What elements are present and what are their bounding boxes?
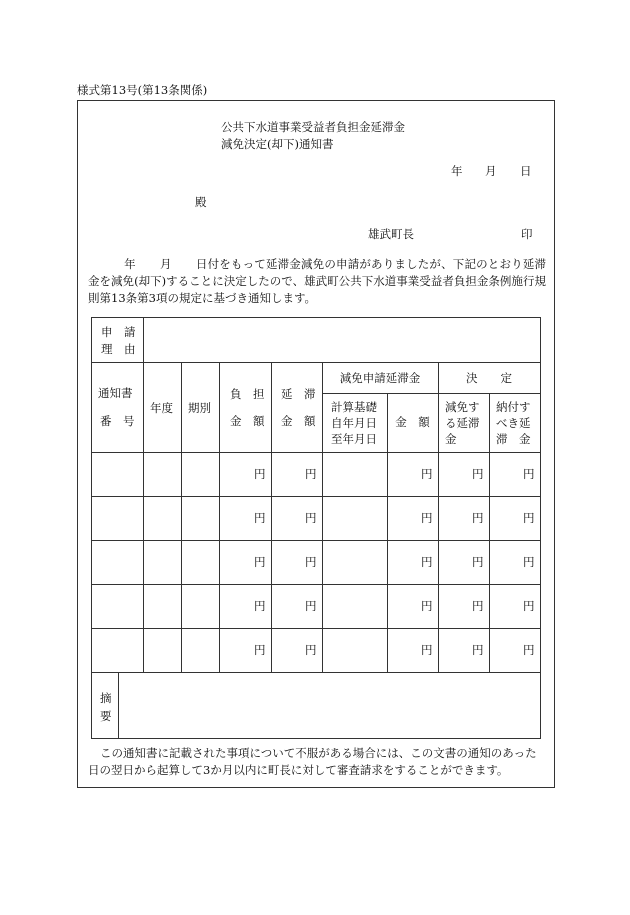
header-notice-number-line1: 通知書 xyxy=(98,386,133,400)
body-sentence: 日付をもって延滞金減免の申請がありましたが、下記のとおり延滞金を減免(却下)することに決定したので、雄武町公共下水道事業受益者負担金条例施行規則第13条第3項の規定に基づき通知します。 xyxy=(88,257,547,305)
header-burden-line2: 金 額 xyxy=(230,414,265,428)
yen-marker: 円 xyxy=(254,555,266,569)
table-line xyxy=(387,393,388,672)
table-line xyxy=(91,496,541,497)
table-line xyxy=(91,452,541,453)
summary-label-line1: 摘 xyxy=(100,691,112,705)
addressee-suffix: 殿 xyxy=(195,195,207,209)
yen-marker: 円 xyxy=(254,599,266,613)
body-month: 月 xyxy=(159,257,172,271)
form-number: 様式第13号(第13条関係) xyxy=(77,83,208,97)
header-pay-line2: べき延 xyxy=(496,416,531,430)
header-notice-number-line2: 番 号 xyxy=(100,414,135,428)
issuer: 雄武町長 xyxy=(368,227,414,241)
reason-label-line1: 申 請 xyxy=(101,325,136,339)
yen-marker: 円 xyxy=(421,643,433,657)
table-line xyxy=(91,317,541,318)
header-calc-line2: 自年月日 xyxy=(331,416,377,430)
header-application-amount: 金 額 xyxy=(395,415,430,429)
table-line xyxy=(91,362,541,363)
appeal-notice-text: この通知書に記載された事項について不服がある場合には、この文書の通知のあった日の翌日から起算して3か月以内に町長に対して審査請求をすることができます。 xyxy=(88,746,537,777)
header-period: 期別 xyxy=(188,401,211,415)
yen-marker: 円 xyxy=(523,599,535,613)
yen-marker: 円 xyxy=(421,555,433,569)
yen-marker: 円 xyxy=(254,643,266,657)
table-line xyxy=(91,628,541,629)
yen-marker: 円 xyxy=(254,467,266,481)
table-line xyxy=(143,317,144,362)
seal: 印 xyxy=(521,227,533,241)
table-line xyxy=(219,362,220,672)
yen-marker: 円 xyxy=(523,643,535,657)
header-pay-line1: 納付す xyxy=(496,400,531,414)
yen-marker: 円 xyxy=(305,555,317,569)
table-line xyxy=(118,672,119,738)
yen-marker: 円 xyxy=(421,599,433,613)
table-line xyxy=(91,672,541,673)
header-decision-group: 決 定 xyxy=(466,371,512,385)
yen-marker: 円 xyxy=(421,467,433,481)
yen-marker: 円 xyxy=(421,511,433,525)
header-late-line1: 延 滞 xyxy=(281,387,316,401)
body-year: 年 xyxy=(124,257,136,271)
yen-marker: 円 xyxy=(523,555,535,569)
yen-marker: 円 xyxy=(305,599,317,613)
header-burden-line1: 負 担 xyxy=(230,387,265,401)
table-line xyxy=(271,362,272,672)
yen-marker: 円 xyxy=(472,511,484,525)
header-application-group: 減免申請延滞金 xyxy=(339,371,421,385)
table-line xyxy=(322,393,541,394)
table-line xyxy=(91,584,541,585)
appeal-notice xyxy=(88,745,548,779)
table-line xyxy=(438,362,439,672)
header-fiscal-year: 年度 xyxy=(150,401,173,415)
table-line xyxy=(181,362,182,672)
yen-marker: 円 xyxy=(472,599,484,613)
header-calc-line3: 至年月日 xyxy=(331,432,377,446)
date-year: 年 xyxy=(451,164,463,178)
yen-marker: 円 xyxy=(523,511,535,525)
yen-marker: 円 xyxy=(305,467,317,481)
yen-marker: 円 xyxy=(523,467,535,481)
document-title-line1: 公共下水道事業受益者負担金延滞金 xyxy=(221,120,405,134)
table-line xyxy=(91,540,541,541)
document-title-line2: 減免決定(却下)通知書 xyxy=(221,137,334,151)
header-reduce-line1: 減免す xyxy=(445,400,480,414)
table-line xyxy=(540,317,541,739)
yen-marker: 円 xyxy=(305,643,317,657)
header-calc-line1: 計算基礎 xyxy=(331,400,377,414)
yen-marker: 円 xyxy=(305,511,317,525)
yen-marker: 円 xyxy=(472,467,484,481)
table-line xyxy=(91,738,541,739)
header-late-line2: 金 額 xyxy=(281,414,316,428)
header-reduce-line2: る延滞 xyxy=(445,416,480,430)
form-frame xyxy=(77,100,555,788)
date-month: 月 xyxy=(485,164,497,178)
table-line xyxy=(322,362,323,672)
table-line xyxy=(143,362,144,672)
yen-marker: 円 xyxy=(254,511,266,525)
table-line xyxy=(489,393,490,672)
summary-label-line2: 要 xyxy=(100,709,112,723)
yen-marker: 円 xyxy=(472,643,484,657)
body-text xyxy=(88,256,546,307)
reason-label-line2: 理 由 xyxy=(101,342,136,356)
table-line xyxy=(91,317,92,739)
header-pay-line3: 滞 金 xyxy=(496,432,531,446)
header-reduce-line3: 金 xyxy=(445,432,457,446)
yen-marker: 円 xyxy=(472,555,484,569)
date-day: 日 xyxy=(520,164,532,178)
